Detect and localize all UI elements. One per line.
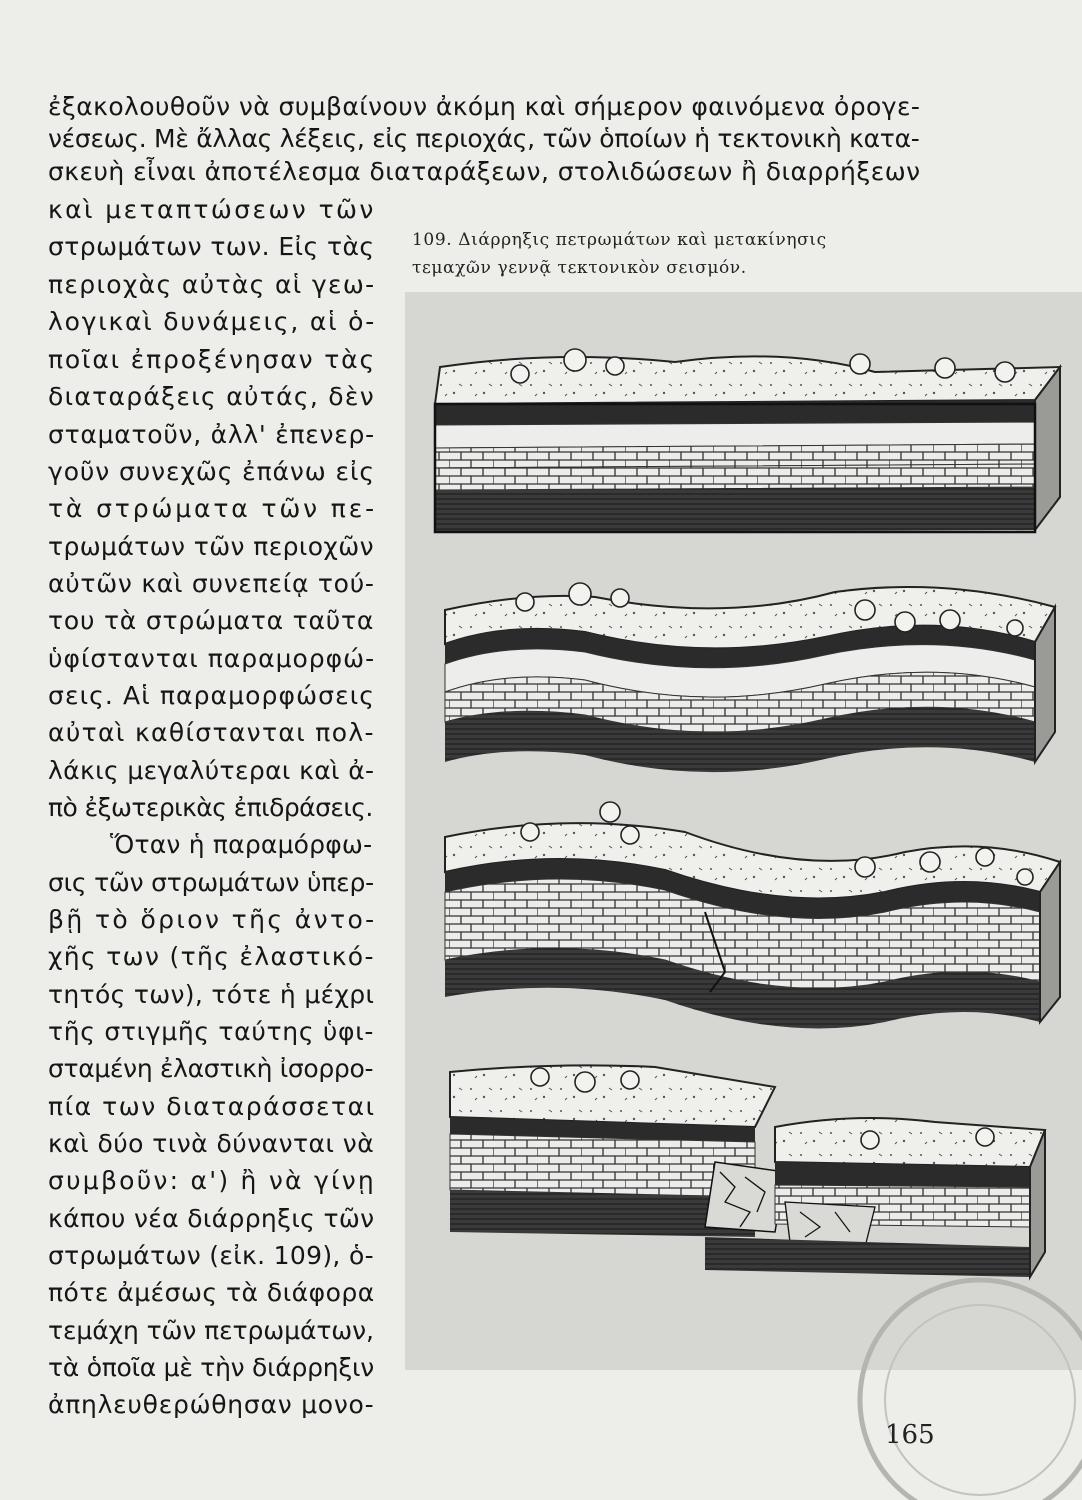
text-line: του τὰ στρώματα ταῦτα (48, 606, 375, 635)
text-line: Ὅταν ἡ παραμόρφω- (110, 830, 373, 859)
text-line: τητός των), τότε ἡ μέχρι (48, 980, 375, 1009)
block-diagram-3 (445, 802, 1060, 1028)
text-line: πὸ ἐξωτερικὰς ἐπιδράσεις. (48, 793, 373, 822)
text-line: λάκις μεγαλύτεραι καὶ ἀ- (48, 756, 375, 785)
geology-figure-109 (405, 292, 1082, 1370)
text-line: τὰ ὁποῖα μὲ τὴν διάρρηξιν (48, 1353, 374, 1382)
text-line: αὐτῶν καὶ συνεπείᾳ τού- (48, 569, 375, 598)
text-line: ἀπηλευθερώθησαν μονο- (48, 1390, 375, 1419)
text-line: ὑφίστανται παραμορφώ- (48, 644, 376, 673)
block-diagram-2 (445, 583, 1055, 772)
text-line: αὐταὶ καθίστανται πολ- (48, 718, 375, 747)
text-line: σταματοῦν, ἀλλ' ἐπενερ- (48, 420, 375, 449)
figure-caption-line-2: τεμαχῶν γεννᾷ τεκτονικὸν σεισμόν. (412, 258, 747, 278)
text-line: λογικαὶ δυνάμεις, αἱ ὁ- (48, 307, 377, 336)
text-line: σκευὴ εἶναι ἀποτέλεσμα διαταράξεων, στολιδώσεων ἢ διαρρήξεων (48, 157, 921, 186)
text-line: πία των διαταράσσεται (48, 1092, 376, 1121)
text-line: ποῖαι ἐπροξένησαν τὰς (48, 345, 376, 374)
text-line: στρωμάτων (εἰκ. 109), ὁ- (48, 1241, 374, 1270)
text-line: βῇ τὸ ὅριον τῆς ἀντο- (48, 905, 377, 934)
text-line: γοῦν συνεχῶς ἐπάνω εἰς (48, 457, 375, 486)
text-line: συμβοῦν: α') ἢ νὰ γίνῃ (48, 1166, 377, 1195)
text-line: τῆς στιγμῆς ταύτης ὑφι- (48, 1017, 375, 1046)
figure-caption-line-1: 109. Διάρρηξις πετρωμάτων καὶ μετακίνησις (412, 230, 827, 250)
text-line: χῆς των (τῆς ἐλαστικό- (48, 942, 375, 971)
text-line: τρωμάτων τῶν περιοχῶν (48, 532, 374, 561)
text-line: καὶ μεταπτώσεων τῶν (48, 195, 376, 224)
text-line: σις τῶν στρωμάτων ὑπερ- (48, 868, 374, 897)
text-line: τεμάχη τῶν πετρωμάτων, (48, 1316, 374, 1345)
text-line: τὰ στρώματα τῶν πε- (48, 494, 377, 523)
text-line: σταμένη ἐλαστικὴ ἰσορρο- (48, 1054, 374, 1083)
page-number: 165 (885, 1420, 935, 1450)
text-line: στρωμάτων των. Εἰς τὰς (48, 232, 375, 261)
text-line: νέσεως. Μὲ ἄλλας λέξεις, εἰς περιοχάς, τῶν ὁποίων ἡ τεκτονικὴ κατα- (48, 124, 920, 153)
text-line: ἐξακολουθοῦν νὰ συμβαίνουν ἀκόμη καὶ σήμερον φαινόμενα ὀρογε- (48, 92, 921, 121)
text-line: πότε ἀμέσως τὰ διάφορα (48, 1278, 375, 1307)
block-diagram-1 (435, 349, 1060, 532)
text-line: κάπου νέα διάρρηξις τῶν (48, 1204, 375, 1233)
text-line: περιοχὰς αὐτὰς αἱ γεω- (48, 270, 376, 299)
library-stamp (810, 1270, 1082, 1500)
block-diagram-4 (450, 1065, 1045, 1277)
text-line: σεις. Αἱ παραμορφώσεις (48, 681, 376, 710)
fault-block-diagrams (405, 292, 1082, 1370)
text-line: διαταράξεις αὐτάς, δὲν (48, 382, 375, 411)
text-line: καὶ δύο τινὰ δύνανται νὰ (48, 1129, 375, 1158)
